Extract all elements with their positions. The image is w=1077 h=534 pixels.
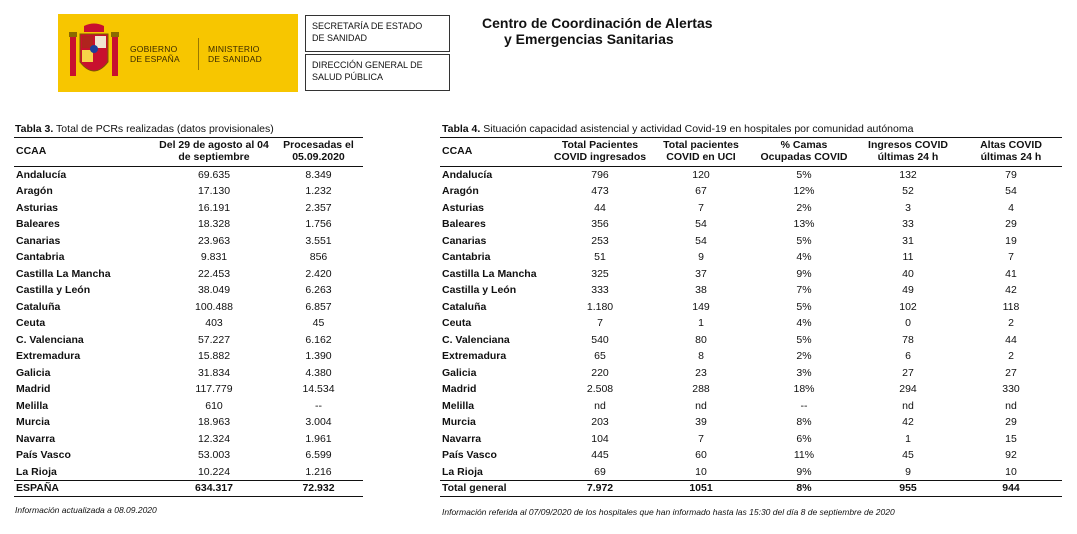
table-cell: 18% — [793, 383, 815, 396]
table-cell: 149 — [650, 299, 752, 316]
table-cell: 2.420 — [274, 266, 363, 283]
table-cell: 79 — [960, 167, 1062, 184]
table-row — [440, 414, 1062, 431]
region-name: Aragón — [442, 185, 479, 198]
table-cell: 1.216 — [274, 464, 363, 481]
table4-header-ingresados: Total Pacientes COVID ingresados — [550, 138, 650, 167]
table-cell: 8.349 — [274, 167, 363, 184]
region-name: Ceuta — [442, 317, 472, 330]
table-cell: 54 — [1005, 185, 1017, 198]
region-name: Extremadura — [16, 350, 81, 363]
table-cell: 14.534 — [302, 383, 335, 396]
table-cell: 610 — [154, 398, 274, 415]
table-row — [14, 249, 363, 266]
table-row — [14, 266, 363, 283]
table4-header-uci: Total pacientes COVID en UCI — [650, 138, 752, 167]
table4 — [440, 137, 1062, 497]
table-row — [14, 167, 363, 184]
table-cell: nd — [960, 398, 1062, 415]
table-cell: 2 — [1008, 350, 1014, 363]
ministerio-label: MINISTERIO DE SANIDAD — [208, 44, 262, 64]
region-name: Cantabria — [442, 251, 491, 264]
table-cell: 253 — [550, 233, 650, 250]
region-name: Murcia — [16, 416, 50, 429]
table-cell: 23.963 — [154, 233, 274, 250]
table-row — [14, 431, 363, 448]
table-cell: 10 — [650, 464, 752, 481]
table-cell: 16.191 — [154, 200, 274, 217]
table-cell: 49 — [902, 284, 914, 297]
table-cell: 42 — [902, 416, 914, 429]
table-cell: 2.508 — [586, 383, 614, 396]
table-cell: 27 — [856, 365, 960, 382]
table-row — [14, 348, 363, 365]
table-cell: 0 — [905, 317, 911, 330]
table-row — [440, 216, 1062, 233]
table-cell: 6.263 — [305, 284, 332, 297]
table-row — [14, 464, 363, 481]
table-cell: 4% — [796, 317, 812, 330]
table-cell: nd — [550, 398, 650, 415]
table-cell: 102 — [856, 299, 960, 316]
region-name: Navarra — [440, 431, 550, 448]
table-cell: 38.049 — [197, 284, 231, 297]
table-cell: 54 — [695, 218, 707, 231]
table-row — [14, 332, 363, 349]
region-name: C. Valenciana — [440, 332, 550, 349]
table-cell: 10.224 — [154, 464, 274, 481]
table-row — [440, 447, 1062, 464]
table-cell: 8% — [796, 416, 812, 429]
region-name: Madrid — [16, 383, 51, 396]
table-cell: 9% — [752, 266, 856, 283]
table-row — [440, 315, 1062, 332]
table-cell: 51 — [594, 251, 606, 264]
table-row — [440, 365, 1062, 382]
direccion-box: DIRECCIÓN GENERAL DE SALUD PÚBLICA — [305, 54, 450, 91]
table-row — [14, 414, 363, 431]
region-name: La Rioja — [440, 464, 550, 481]
table3-header-week: Del 29 de agosto al 04 de septiembre — [154, 138, 274, 167]
table-cell: 1.390 — [305, 350, 332, 363]
table-cell: 203 — [591, 416, 609, 429]
table-cell: 4.380 — [274, 365, 363, 382]
table4-total-camas: 8% — [752, 480, 856, 496]
table-cell: 27 — [960, 365, 1062, 382]
table-row — [440, 299, 1062, 316]
table4-total-ingresados: 7.972 — [550, 480, 650, 496]
table3-header-ccaa: CCAA — [14, 138, 154, 167]
region-name: Castilla y León — [442, 284, 517, 297]
table-cell: 69.635 — [154, 167, 274, 184]
table-row — [14, 398, 363, 415]
table-cell: 2 — [1008, 317, 1014, 330]
table-cell: 540 — [550, 332, 650, 349]
region-name: Canarias — [440, 233, 550, 250]
table-cell: 44 — [550, 200, 650, 217]
table-cell: 80 — [650, 332, 752, 349]
table-cell: 37 — [650, 266, 752, 283]
table4-header-ccaa: CCAA — [440, 138, 550, 167]
table-row — [440, 464, 1062, 481]
table-cell: 69 — [550, 464, 650, 481]
table-cell: 220 — [550, 365, 650, 382]
table-row — [440, 200, 1062, 217]
table3-total-week: 634.317 — [154, 480, 274, 496]
table-cell: 2% — [796, 350, 812, 363]
table-cell: 65 — [594, 350, 606, 363]
table-cell: 333 — [591, 284, 609, 297]
table-cell: 44 — [960, 332, 1062, 349]
table4-note: Información referida al 07/09/2020 de los hospitales que han informado hasta las 15:30 del día 8 de septiembre de 2020 — [442, 507, 895, 517]
table-cell: 2% — [752, 200, 856, 217]
table-cell: 100.488 — [154, 299, 274, 316]
table-cell: 42 — [1005, 284, 1017, 297]
region-name: Castilla y León — [16, 284, 91, 297]
table-cell: nd — [856, 398, 960, 415]
table-cell: 6.599 — [305, 449, 332, 462]
table-cell: 6% — [752, 431, 856, 448]
table-row — [14, 299, 363, 316]
table-cell: 31.834 — [154, 365, 274, 382]
table-cell: 29 — [1005, 218, 1017, 231]
table-cell: 11% — [793, 449, 815, 462]
table-cell: 17.130 — [197, 185, 231, 198]
coat-of-arms-icon — [68, 22, 120, 84]
table-cell: 18.963 — [197, 416, 231, 429]
table-cell: 22.453 — [154, 266, 274, 283]
region-name: País Vasco — [442, 449, 497, 462]
table4-total-ingresos: 955 — [856, 480, 960, 496]
region-name: Navarra — [14, 431, 154, 448]
table-cell: 7 — [597, 317, 603, 330]
table-cell: 9 — [856, 464, 960, 481]
table-cell: 60 — [695, 449, 707, 462]
table-cell: 8 — [698, 350, 704, 363]
table-cell: 288 — [692, 383, 710, 396]
table-cell: 403 — [205, 317, 223, 330]
table-row — [14, 447, 363, 464]
table-cell: 38 — [695, 284, 707, 297]
table3-caption: Tabla 3. Total de PCRs realizadas (datos provisionales) — [15, 123, 274, 135]
table-cell: 15 — [960, 431, 1062, 448]
table-cell: nd — [650, 398, 752, 415]
table-cell: 325 — [550, 266, 650, 283]
table-cell: 9.831 — [200, 251, 228, 264]
table-cell: 856 — [309, 251, 328, 264]
table-row — [14, 183, 363, 200]
table-cell: 39 — [695, 416, 707, 429]
table-cell: 7 — [650, 431, 752, 448]
table-cell: 29 — [1005, 416, 1017, 429]
table-cell: 120 — [650, 167, 752, 184]
table-row — [440, 398, 1062, 415]
table3-total-label: ESPAÑA — [14, 480, 154, 496]
table-cell: 796 — [550, 167, 650, 184]
table-cell: 5% — [752, 167, 856, 184]
table-row — [14, 315, 363, 332]
table3-header-row — [14, 138, 363, 167]
table3-total-processed: 72.932 — [274, 480, 363, 496]
table-cell: 3.551 — [274, 233, 363, 250]
region-name: Baleares — [442, 218, 486, 231]
region-name: Madrid — [442, 383, 477, 396]
table-cell: 1 — [856, 431, 960, 448]
table-cell: 5% — [752, 233, 856, 250]
table-cell: 356 — [591, 218, 609, 231]
table-cell: 7% — [796, 284, 812, 297]
region-name: Extremadura — [442, 350, 507, 363]
table-row — [440, 183, 1062, 200]
table-cell: 23 — [650, 365, 752, 382]
region-name: País Vasco — [16, 449, 71, 462]
table-row — [14, 233, 363, 250]
table-cell: 7 — [1008, 251, 1014, 264]
table-cell: 5% — [752, 299, 856, 316]
table-cell: 1 — [698, 317, 704, 330]
table-cell: 53.003 — [197, 449, 231, 462]
table-cell: 118 — [960, 299, 1062, 316]
table-cell: 104 — [550, 431, 650, 448]
table-cell: 33 — [902, 218, 914, 231]
table-cell: 6 — [905, 350, 911, 363]
table-cell: 6.162 — [274, 332, 363, 349]
table-cell: 12% — [793, 185, 815, 198]
table-cell: 132 — [856, 167, 960, 184]
table-cell: 54 — [650, 233, 752, 250]
table-cell: 67 — [695, 185, 707, 198]
table-cell: 31 — [856, 233, 960, 250]
table-row — [14, 365, 363, 382]
table-cell: 11 — [902, 251, 914, 264]
table3 — [14, 137, 363, 497]
table-row — [440, 249, 1062, 266]
region-name: Melilla — [14, 398, 154, 415]
table4-caption: Tabla 4. Situación capacidad asistencial y actividad Covid-19 en hospitales por comunidad autónoma — [442, 123, 914, 135]
region-name: Asturias — [14, 200, 154, 217]
region-name: Melilla — [440, 398, 550, 415]
table4-total-row — [440, 480, 1062, 496]
region-name: Castilla La Mancha — [440, 266, 550, 283]
table-cell: 1.756 — [305, 218, 332, 231]
table-cell: 9 — [698, 251, 704, 264]
table-cell: 2.357 — [274, 200, 363, 217]
department-boxes — [305, 15, 450, 91]
region-name: Canarias — [14, 233, 154, 250]
table-cell: 1.180 — [550, 299, 650, 316]
table-row — [440, 348, 1062, 365]
table-cell: 473 — [591, 185, 609, 198]
secretaria-box: SECRETARÍA DE ESTADO DE SANIDAD — [305, 15, 450, 52]
table3-note: Información actualizada a 08.09.2020 — [15, 505, 157, 515]
table-cell: 117.779 — [195, 383, 233, 396]
table-cell: 18.328 — [197, 218, 231, 231]
table-cell: 7 — [650, 200, 752, 217]
table-row — [440, 167, 1062, 184]
table-cell: 12.324 — [154, 431, 274, 448]
table-cell: 6.857 — [274, 299, 363, 316]
table4-total-altas: 944 — [960, 480, 1062, 496]
region-name: Andalucía — [14, 167, 154, 184]
region-name: Galicia — [14, 365, 154, 382]
table4-total-uci: 1051 — [650, 480, 752, 496]
logo-divider — [198, 38, 199, 70]
table-cell: 5% — [752, 332, 856, 349]
table-cell: 3% — [752, 365, 856, 382]
table-cell: -- — [274, 398, 363, 415]
table-row — [14, 216, 363, 233]
table-cell: 45 — [902, 449, 914, 462]
region-name: Murcia — [442, 416, 476, 429]
region-name: Baleares — [16, 218, 60, 231]
table4-total-label: Total general — [440, 480, 550, 496]
table-cell: 4% — [796, 251, 812, 264]
table-cell: 1.232 — [305, 185, 332, 198]
table-cell: 52 — [902, 185, 914, 198]
table4-header-camas: % Camas Ocupadas COVID — [752, 138, 856, 167]
table-row — [14, 282, 363, 299]
table-cell: 15.882 — [197, 350, 231, 363]
table-cell: -- — [752, 398, 856, 415]
region-name: Cataluña — [14, 299, 154, 316]
government-logo — [58, 14, 298, 92]
table-row — [14, 200, 363, 217]
table-cell: 10 — [960, 464, 1062, 481]
table-cell: 92 — [1005, 449, 1017, 462]
region-name: Andalucía — [440, 167, 550, 184]
table3-header-processed: Procesadas el 05.09.2020 — [274, 138, 363, 167]
table-row — [440, 381, 1062, 398]
table-row — [440, 266, 1062, 283]
table4-header-ingresos-24h: Ingresos COVID últimas 24 h — [856, 138, 960, 167]
table-cell: 45 — [312, 317, 325, 330]
table-row — [440, 233, 1062, 250]
table-cell: 3.004 — [305, 416, 332, 429]
table4-header-row — [440, 138, 1062, 167]
table-cell: 78 — [856, 332, 960, 349]
region-name: La Rioja — [14, 464, 154, 481]
table-cell: 4 — [960, 200, 1062, 217]
table3-total-row — [14, 480, 363, 496]
table4-header-altas-24h: Altas COVID últimas 24 h — [960, 138, 1062, 167]
table-cell: 1.961 — [274, 431, 363, 448]
table-row — [440, 332, 1062, 349]
gobierno-label: GOBIERNO DE ESPAÑA — [130, 44, 180, 64]
table-cell: 57.227 — [154, 332, 274, 349]
table-cell: 9% — [752, 464, 856, 481]
table-row — [440, 282, 1062, 299]
region-name: Castilla La Mancha — [14, 266, 154, 283]
table-cell: 41 — [960, 266, 1062, 283]
region-name: Ceuta — [16, 317, 46, 330]
region-name: Cataluña — [440, 299, 550, 316]
table-row — [14, 381, 363, 398]
table-cell: 13% — [793, 218, 815, 231]
region-name: Galicia — [440, 365, 550, 382]
table-row — [440, 431, 1062, 448]
table-cell: 445 — [591, 449, 609, 462]
table-cell: 330 — [1002, 383, 1020, 396]
table-cell: 294 — [899, 383, 917, 396]
table-cell: 40 — [856, 266, 960, 283]
center-title: Centro de Coordinación de Alertas y Emergencias Sanitarias — [482, 15, 713, 47]
region-name: Aragón — [16, 185, 53, 198]
table-cell: 3 — [856, 200, 960, 217]
region-name: Cantabria — [16, 251, 65, 264]
region-name: Asturias — [440, 200, 550, 217]
region-name: C. Valenciana — [14, 332, 154, 349]
table-cell: 19 — [960, 233, 1062, 250]
